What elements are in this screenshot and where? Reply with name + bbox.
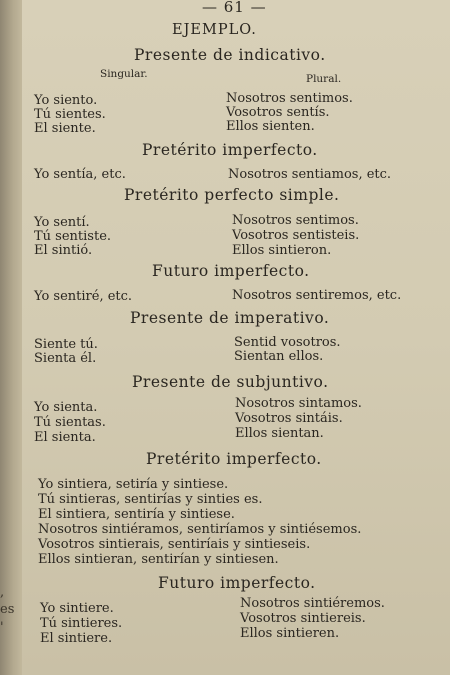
conjugation-line: Vosotros sintáis. bbox=[235, 411, 343, 426]
conjugation-line: Siente tú. bbox=[34, 337, 98, 352]
conjugation-line: Nosotros sentiamos, etc. bbox=[228, 167, 392, 182]
section-heading: Futuro imperfecto. bbox=[152, 262, 310, 280]
conjugation-line: Tú sintieras, sentirías y sinties es. bbox=[38, 492, 263, 507]
conjugation-line: Vosotros sintiereis. bbox=[240, 611, 366, 626]
example-heading: EJEMPLO. bbox=[172, 22, 257, 38]
section-heading: Presente de imperativo. bbox=[130, 309, 330, 327]
conjugation-line: El sienta. bbox=[34, 430, 96, 445]
book-page bbox=[22, 0, 450, 675]
column-label-plural: Plural. bbox=[306, 73, 342, 85]
section-heading: Pretérito imperfecto. bbox=[142, 141, 318, 159]
conjugation-line: Sienta él. bbox=[34, 351, 97, 366]
conjugation-line: Yo sienta. bbox=[34, 400, 98, 415]
conjugation-line: Tú sientas. bbox=[34, 415, 106, 430]
conjugation-line: Tú sintieres. bbox=[40, 616, 123, 631]
conjugation-line: Ellos sintieron. bbox=[232, 243, 332, 258]
section-heading: Pretérito imperfecto. bbox=[146, 450, 322, 468]
conjugation-line: Ellos sintieran, sentirían y sintiesen. bbox=[38, 552, 279, 567]
conjugation-line: Nosotros sintamos. bbox=[235, 396, 362, 411]
conjugation-line: Yo sentí. bbox=[34, 215, 90, 230]
section-heading: Pretérito perfecto simple. bbox=[124, 186, 340, 204]
conjugation-line: Sientan ellos. bbox=[234, 349, 324, 364]
margin-mark: , bbox=[0, 585, 5, 600]
conjugation-line: Tú sientes. bbox=[34, 107, 106, 122]
conjugation-line: Yo sintiera, setiría y sintiese. bbox=[38, 477, 229, 492]
conjugation-line: Vosotros sentisteis. bbox=[232, 228, 360, 243]
conjugation-line: Sentid vosotros. bbox=[234, 335, 341, 350]
conjugation-line: Yo sentía, etc. bbox=[34, 167, 126, 182]
page-number: — 61 — bbox=[202, 0, 267, 16]
conjugation-line: Ellos sintieren. bbox=[240, 626, 340, 641]
margin-mark: es bbox=[0, 602, 15, 617]
conjugation-line: Yo siento. bbox=[34, 93, 98, 108]
section-heading: Presente de indicativo. bbox=[134, 46, 326, 64]
conjugation-line: Nosotros sintiéremos. bbox=[240, 596, 385, 611]
conjugation-line: Ellos sientan. bbox=[235, 426, 324, 441]
conjugation-line: Vosotros sentís. bbox=[226, 105, 330, 120]
conjugation-line: Tú sentiste. bbox=[34, 229, 112, 244]
conjugation-line: Nosotros sentimos. bbox=[232, 213, 359, 228]
book-gutter bbox=[0, 0, 22, 675]
conjugation-line: El sintió. bbox=[34, 243, 93, 258]
conjugation-line: Yo sentiré, etc. bbox=[34, 289, 133, 304]
conjugation-line: Nosotros sentiremos, etc. bbox=[232, 288, 402, 303]
conjugation-line: El sintiera, sentiría y sintiese. bbox=[38, 507, 235, 522]
conjugation-line: Vosotros sintierais, sentiríais y sintieseis. bbox=[38, 537, 311, 552]
conjugation-line: Nosotros sintiéramos, sentiríamos y sintiésemos. bbox=[38, 522, 362, 537]
conjugation-line: Yo sintiere. bbox=[40, 601, 114, 616]
conjugation-line: El sintiere. bbox=[40, 631, 113, 646]
conjugation-line: El siente. bbox=[34, 121, 96, 136]
section-heading: Presente de subjuntivo. bbox=[132, 373, 329, 391]
conjugation-line: Ellos sienten. bbox=[226, 119, 315, 134]
section-heading: Futuro imperfecto. bbox=[158, 574, 316, 592]
column-label-singular: Singular. bbox=[100, 68, 148, 80]
margin-mark: ' bbox=[0, 620, 4, 635]
conjugation-line: Nosotros sentimos. bbox=[226, 91, 353, 106]
